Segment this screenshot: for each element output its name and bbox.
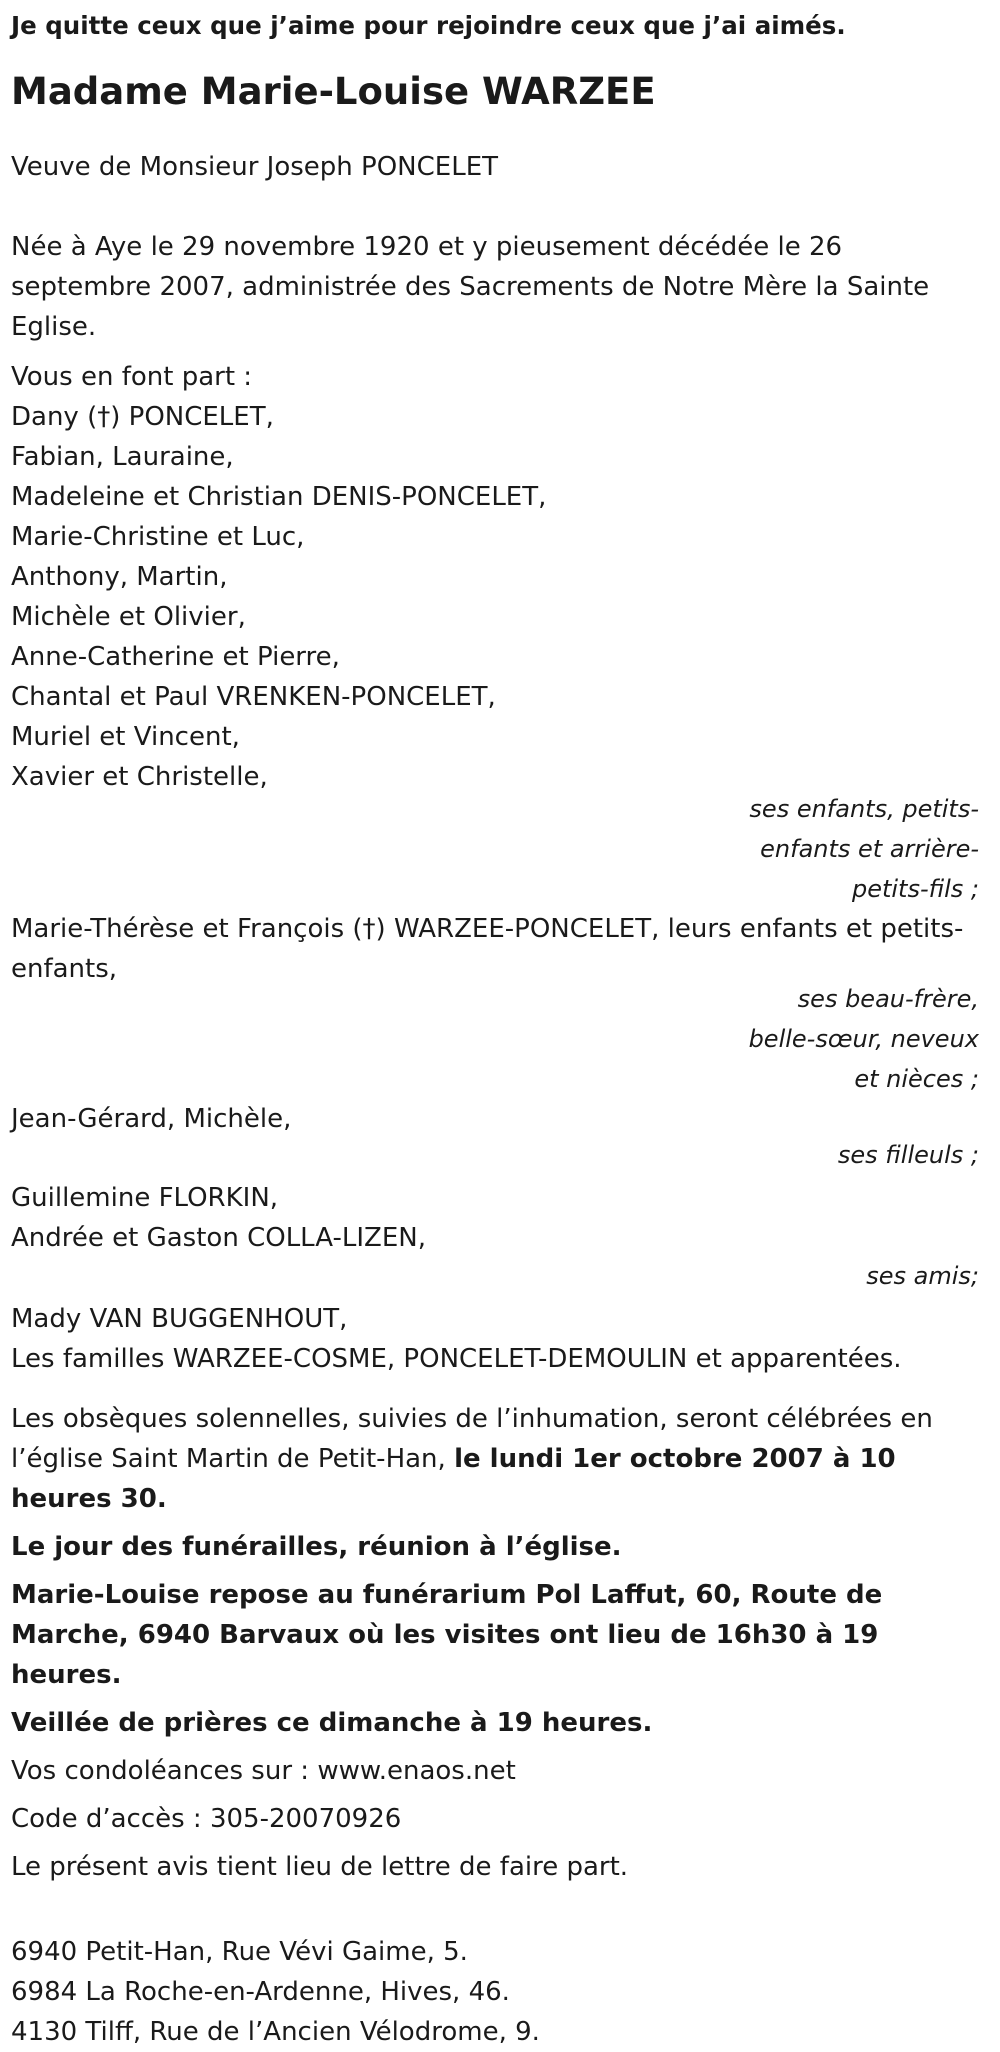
announce-intro: Vous en font part : — [11, 362, 253, 392]
list-item: Les familles WARZEE-COSME, PONCELET-DEMOULIN et apparentées. — [11, 1344, 902, 1374]
friends-list — [11, 1178, 990, 1258]
list-item: Andrée et Gaston COLLA-LIZEN, — [11, 1223, 426, 1253]
list-item: Guillemine FLORKIN, — [11, 1183, 279, 1213]
meeting-text: Le jour des funérailles, réunion à l’église. — [11, 1532, 622, 1562]
condolences-text: Vos condoléances sur : www.enaos.net — [11, 1756, 516, 1786]
godchildren-group: Jean-Gérard, Michèle, — [11, 1104, 292, 1134]
vigil-text: Veillée de prières ce dimanche à 19 heures. — [11, 1708, 653, 1738]
funeral-text — [11, 1399, 990, 1519]
list-item: Mady VAN BUGGENHOUT, — [11, 1304, 348, 1334]
siblings-relation: ses beau-frère, belle-sœur, neveux et nièces ; — [748, 985, 979, 1093]
list-item: Michèle et Olivier, — [11, 602, 246, 632]
list-item: Dany (†) PONCELET, — [11, 402, 274, 432]
friends-relation: ses amis; — [866, 1262, 979, 1290]
list-item: Chantal et Paul VRENKEN-PONCELET, — [11, 682, 496, 712]
deceased-name: Madame Marie-Louise WARZEE — [11, 70, 656, 113]
notice-text: Le présent avis tient lieu de lettre de faire part. — [11, 1852, 629, 1882]
rest-text: Marie-Louise repose au funérarium Pol Laffut, 60, Route de Marche, 6940 Barvaux où les visites ont lieu de 16h30 à 19 heures. — [11, 1580, 883, 1690]
list-item: Anthony, Martin, — [11, 562, 228, 592]
children-list — [11, 397, 990, 797]
access-code: Code d’accès : 305-20070926 — [11, 1804, 402, 1834]
list-item: Madeleine et Christian DENIS-PONCELET, — [11, 482, 547, 512]
list-item: 6940 Petit-Han, Rue Vévi Gaime, 5. — [11, 1937, 468, 1967]
list-item: Xavier et Christelle, — [11, 762, 268, 792]
list-item: Muriel et Vincent, — [11, 722, 240, 752]
epigraph: Je quitte ceux que j’aime pour rejoindre ceux que j’ai aimés. — [11, 11, 846, 40]
birth-death-text: Née à Aye le 29 novembre 1920 et y pieusement décédée le 26 septembre 2007, administrée des Sacrements de Notre Mère la Sainte Eglise. — [11, 232, 930, 342]
widow-of: Veuve de Monsieur Joseph PONCELET — [11, 152, 499, 182]
siblings-group: Marie-Thérèse et François (†) WARZEE-PONCELET, leurs enfants et petits-enfants, — [11, 914, 964, 984]
list-item: 4130 Tilff, Rue de l’Ancien Vélodrome, 9. — [11, 2017, 540, 2047]
list-item: 6984 La Roche-en-Ardenne, Hives, 46. — [11, 1977, 510, 2007]
list-item: Anne-Catherine et Pierre, — [11, 642, 340, 672]
others-list — [11, 1299, 990, 1379]
list-item: Marie-Christine et Luc, — [11, 522, 305, 552]
children-relation: ses enfants, petits-enfants et arrière-petits-fils ; — [749, 795, 979, 903]
godchildren-relation: ses filleuls ; — [837, 1141, 979, 1169]
address-list — [11, 1932, 990, 2052]
list-item: Fabian, Lauraine, — [11, 442, 234, 472]
funeral-date: le lundi 1er octobre 2007 à 10 heures 30. — [11, 1444, 896, 1514]
funeral-description: Les obsèques solennelles, suivies de l’inhumation, seront célébrées en l’église Saint Martin de Petit-Han, — [11, 1404, 933, 1474]
